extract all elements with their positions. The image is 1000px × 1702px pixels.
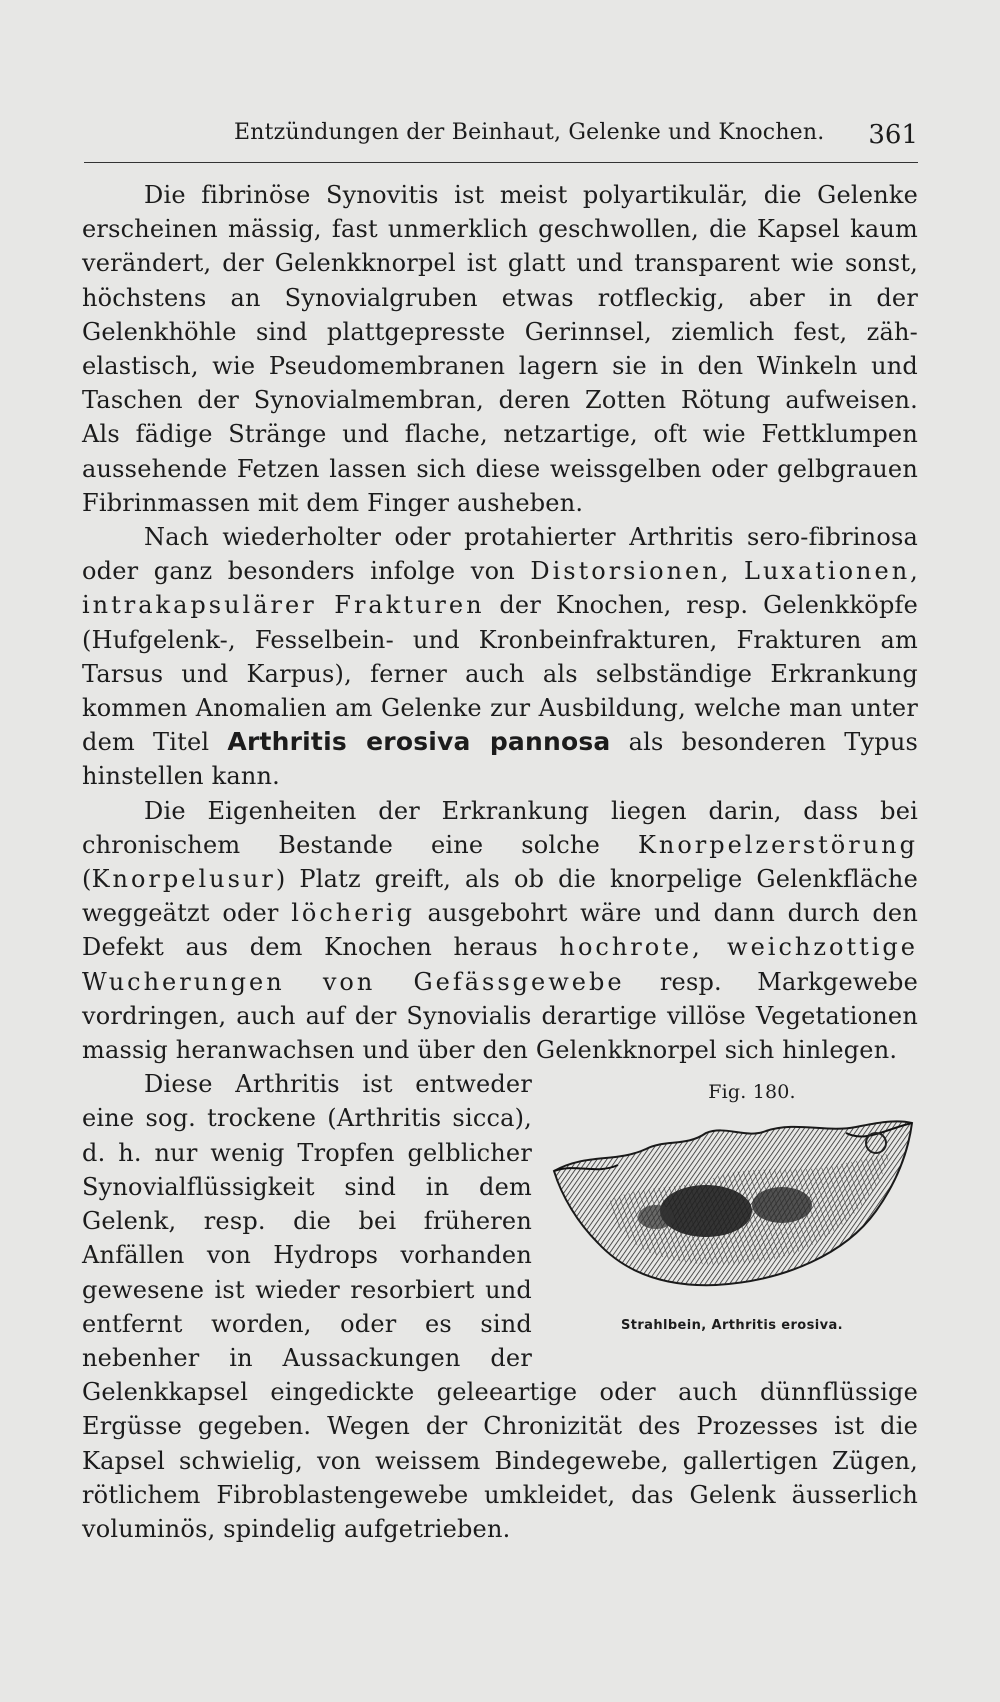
body-text (82, 178, 918, 1546)
text-run: ( (82, 865, 92, 894)
paragraph-characteristics (82, 794, 918, 1068)
paragraph-text: Diese Arthritis ist entweder eine sog. trockene (Arthritis sicca), d. h. nur wenig Tropfen gelblicher Synovialflüssigkeit sind in dem Gelenk, resp. die bei früheren Anfällen von Hydrops vorhanden gewesene ist wieder resorbiert und entfernt worden, oder es sind nebenher in Aussackungen der Gelenkkapsel eingedickte geleeartige oder auch dünnflüssige Ergüsse gegeben. Wegen der Chronizität des Prozesses ist die Kapsel schwielig, von weissem Bindegewebe, gallertigen Zügen, rötlichem Fibroblastengewebe umkleidet, das Gelenk äusserlich voluminös, spindelig aufgetrieben. (82, 1070, 918, 1543)
figure-180 (546, 1067, 918, 1343)
text-run: ) Platz greift, als ob die knorpelige Gelenkfläche weggeätzt oder (82, 865, 918, 928)
spaced-term: Knorpelzerstörung (637, 830, 918, 859)
paragraph-text: Die fibrinöse Synovitis ist meist polyartikulär, die Gelenke erscheinen mässig, fast unmerklich geschwollen, die Kapsel kaum verändert, der Gelenkknorpel ist glatt und transparent wie sonst, höchstens an Synovialgruben etwas rotfleckig, aber in der Gelenkhöhle sind plattgepresste Gerinnsel, ziemlich fest, zäh-elastisch, wie Pseudomembranen lagern sie in den Winkeln und Taschen der Synovialmembran, deren Zotten Rötung aufweisen. Als fädige Stränge und flache, netzartige, oft wie Fettklumpen aussehende Fetzen lassen sich diese weissgelben oder gelbgrauen Fibrinmassen mit dem Finger ausheben. (82, 181, 918, 517)
spaced-term: Luxationen (744, 557, 911, 586)
paragraph-arthritis-erosiva-intro (82, 520, 918, 794)
text-run: ausgebohrt wäre und dann durch den Defekt aus dem Knochen heraus (82, 899, 918, 962)
spaced-term: Distorsionen (530, 557, 721, 586)
figure-caption: Strahlbein, Arthritis erosiva. (620, 1318, 844, 1334)
spaced-term: löcherig (291, 899, 415, 928)
paragraph-fibrinous-synovitis (82, 178, 918, 520)
text-run: der Knochen, resp. Gelenkköpfe (Hufgelenk-, Fesselbein- und Kronbeinfrakturen, Frakturen am Tarsus und Karpus), ferner auch als selbständige Erkrankung kommen Anomalien am Gelenke zur Ausbildung, welche man unter dem Titel (82, 591, 918, 757)
text-run: als besonderen Typus hinstellen kann. (82, 728, 918, 791)
text-run: resp. Markgewebe vordringen, auch auf der Synovialis derartige villöse Vegetationen massig heranwachsen und über den Gelenkknorpel sich hinlegen. (82, 967, 919, 1065)
spaced-term: intrakapsulärer Frakturen (82, 591, 485, 620)
text-run: Nach wiederholter oder protahierter Arthritis sero-fibrinosa oder ganz besonders infolge von (82, 523, 918, 586)
figure-label: Fig. 180. (708, 1081, 796, 1104)
navicular-bone-illustration (546, 1113, 918, 1303)
running-head: Entzündungen der Beinhaut, Gelenke und Knochen. (234, 120, 825, 145)
spaced-term: hochrote, weichzottige Wucherungen von Gefässgewebe (82, 933, 918, 996)
bold-term: Arthritis erosiva pannosa (227, 727, 611, 757)
text-run: Die Eigenheiten der Erkrankung liegen darin, dass bei chronischem Bestande eine solche (82, 796, 918, 859)
text-run: , (720, 557, 745, 586)
text-run: , (910, 557, 918, 586)
page-number: 361 (868, 120, 918, 150)
spaced-term: Knorpelusur (91, 865, 276, 894)
page-header (84, 118, 918, 163)
